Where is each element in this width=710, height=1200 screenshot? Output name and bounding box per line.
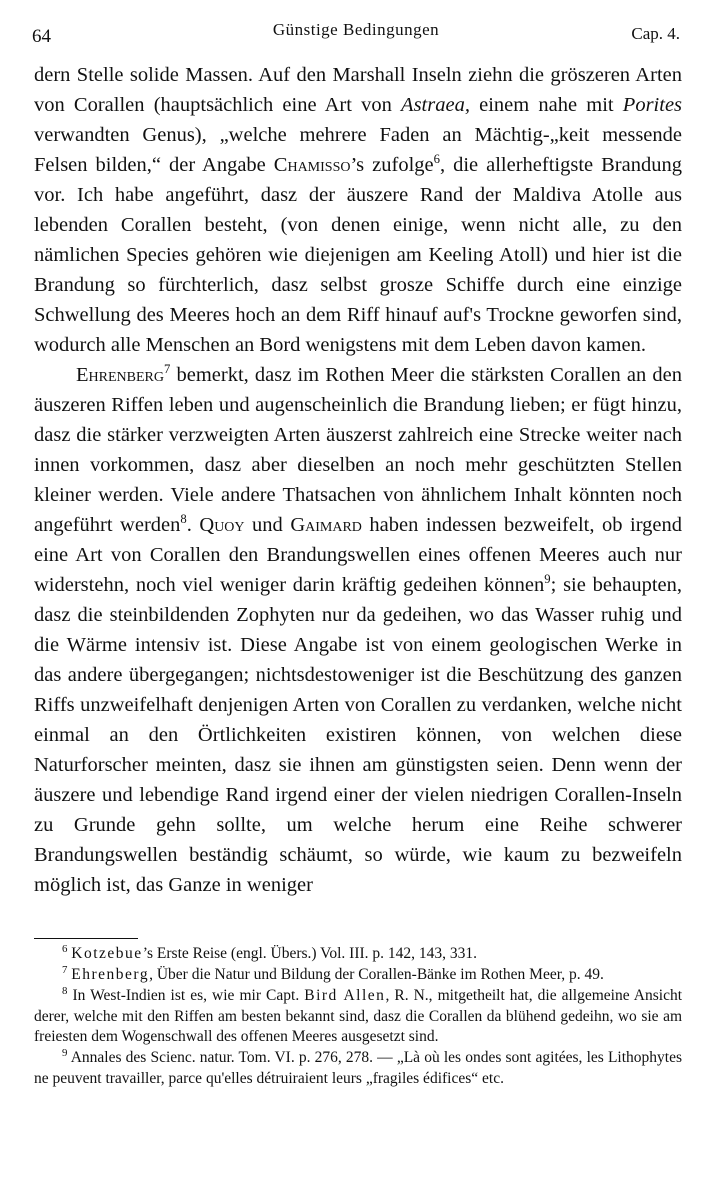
running-title: Günstige Bedingungen [272, 20, 440, 39]
footnote-text: ’s Erste Reise (engl. Übers.) Vol. III. p. 142, 143, 331. [142, 945, 478, 962]
footnote-mark: 8 [62, 984, 68, 997]
footnote-person: Bird Allen [304, 987, 386, 1004]
text-run: ; sie behaupten, dasz die steinbildenden Zophyten nur da gedeihen, wo das Wasser ruhig und die Wärme intensiv ist. Diese Angabe ist von einem geologischen Werke in das andere übergegangen; nichtsdestoweniger ist die Beschützung des ganzen Riffs unzweifelhaft denjenigen Arten von Corallen zu verdanken, welche nicht einmal an den Örtlichkeiten existiren können, von welchen diese Naturforscher meinten, dasz sie ihnen am günstigsten seien. Denn wenn der äuszere und lebendige Rand irgend einer der vielen niedrigen Corallen-Inseln zu Grunde gehn sollte, um welche herum eine Reihe schwerer Brandungswellen beständig schäumt, so würde, wie kaum zu bezweifeln möglich ist, das Ganze in weniger [34, 574, 682, 896]
footnote-author: Kotzebue [71, 945, 143, 962]
text-run: haben indessen bezweifelt, ob irgend eine Art von Corallen den Brandungswellen eines offenen Meeres auch nur widerstehn, noch viel weniger darin kräftig gedeihen können [34, 514, 682, 596]
main-text [34, 60, 682, 900]
footnote-mark: 6 [62, 942, 68, 955]
footnote-ref-6[interactable]: 6 [433, 152, 440, 167]
paragraph-1 [34, 60, 682, 360]
text-run: , die allerheftigste Brandung vor. Ich habe angeführt, dasz der äuszere Rand der Maldiva Atolle aus lebenden Corallen besteht, (von denen einige, wenn nicht alle, zu den nämlichen Species gehören wie diejenigen am Keeling Atoll) und hier ist die Brandung so fürchterlich, dasz selbst grosze Schiffe durch eine einzige Schwellung des Meeres hoch an dem Riff hinauf auf's Trockne geworfen sind, wodurch alle Menschen an Bord wenigstens mit dem Leben davon kamen. [34, 154, 682, 356]
author-quoy: Quoy [199, 514, 245, 536]
footnote-ref-8[interactable]: 8 [180, 512, 187, 527]
footnote-9 [34, 1048, 682, 1089]
footnote-7 [34, 965, 682, 986]
genus-porites: Porites [622, 94, 683, 116]
text-run: und [244, 514, 291, 536]
author-gaimard: Gaimard [290, 514, 362, 536]
footnotes [34, 944, 682, 1090]
text-run: . [186, 514, 200, 536]
text-run: dern Stelle solide Massen. Auf den Marshall Inseln ziehn die gröszeren Arten von Corallen (hauptsächlich eine Art von [34, 64, 682, 116]
footnote-text: , R. N., mitgetheilt hat, die allgemeine Ansicht derer, welche mit den Riffen am besten bekannt sind, dasz die Corallen da blühend gedeihn, wo sie am freiesten dem Wogenschwall des offenen Meeres ausgesetzt sind. [34, 987, 683, 1045]
footnote-ref-7[interactable]: 7 [163, 362, 171, 377]
paragraph-2 [34, 360, 682, 900]
running-header [32, 20, 680, 50]
footnote-mark: 9 [62, 1046, 68, 1059]
text-run: bemerkt, dasz im Rothen Meer die stärksten Corallen an den äuszeren Riffen leben und augenscheinlich die Brandung lieben; er fügt hinzu, dasz die stärker verzweigten Arten äuszerst zahlreich eine Strecke weiter nach innen vorkommen, dasz aber dieselben an noch mehr geschützten Stellen kleiner werden. Viele andere Thatsachen von ähnlichem Inhalt könnten noch angeführt werden [34, 364, 682, 536]
footnote-ref-9[interactable]: 9 [544, 572, 551, 587]
text-run: verwandten Genus), „welche mehrere Faden an Mächtig-„keit messende Felsen bilden,“ der Angabe [34, 124, 682, 176]
footnote-author: Ehrenberg [71, 966, 150, 983]
footnote-6 [34, 944, 682, 965]
author-chamisso: Chamisso [273, 154, 351, 176]
footnote-mark: 7 [62, 963, 68, 976]
chapter-label: Cap. 4. [631, 24, 680, 43]
footnote-8 [34, 986, 682, 1048]
footnote-text: In West-Indien ist es, wie mir Capt. [72, 987, 305, 1004]
author-ehrenberg: Ehrenberg [76, 364, 164, 386]
genus-astraea: Astraea, [401, 94, 470, 116]
footnote-separator [34, 938, 138, 939]
text-run: ’s zufolge [350, 154, 434, 176]
footnote-text: Annales des Scienc. natur. Tom. VI. p. 276, 278. — „Là où les ondes sont agitées, les Lithophytes ne peuvent travailler, parce qu'elles détruiraient leurs „fragiles édifices“ etc. [34, 1049, 682, 1087]
page-number: 64 [32, 26, 51, 47]
footnote-text: , Über die Natur und Bildung der Corallen-Bänke im Rothen Meer, p. 49. [149, 966, 604, 983]
text-run: einem nahe mit [469, 94, 623, 116]
